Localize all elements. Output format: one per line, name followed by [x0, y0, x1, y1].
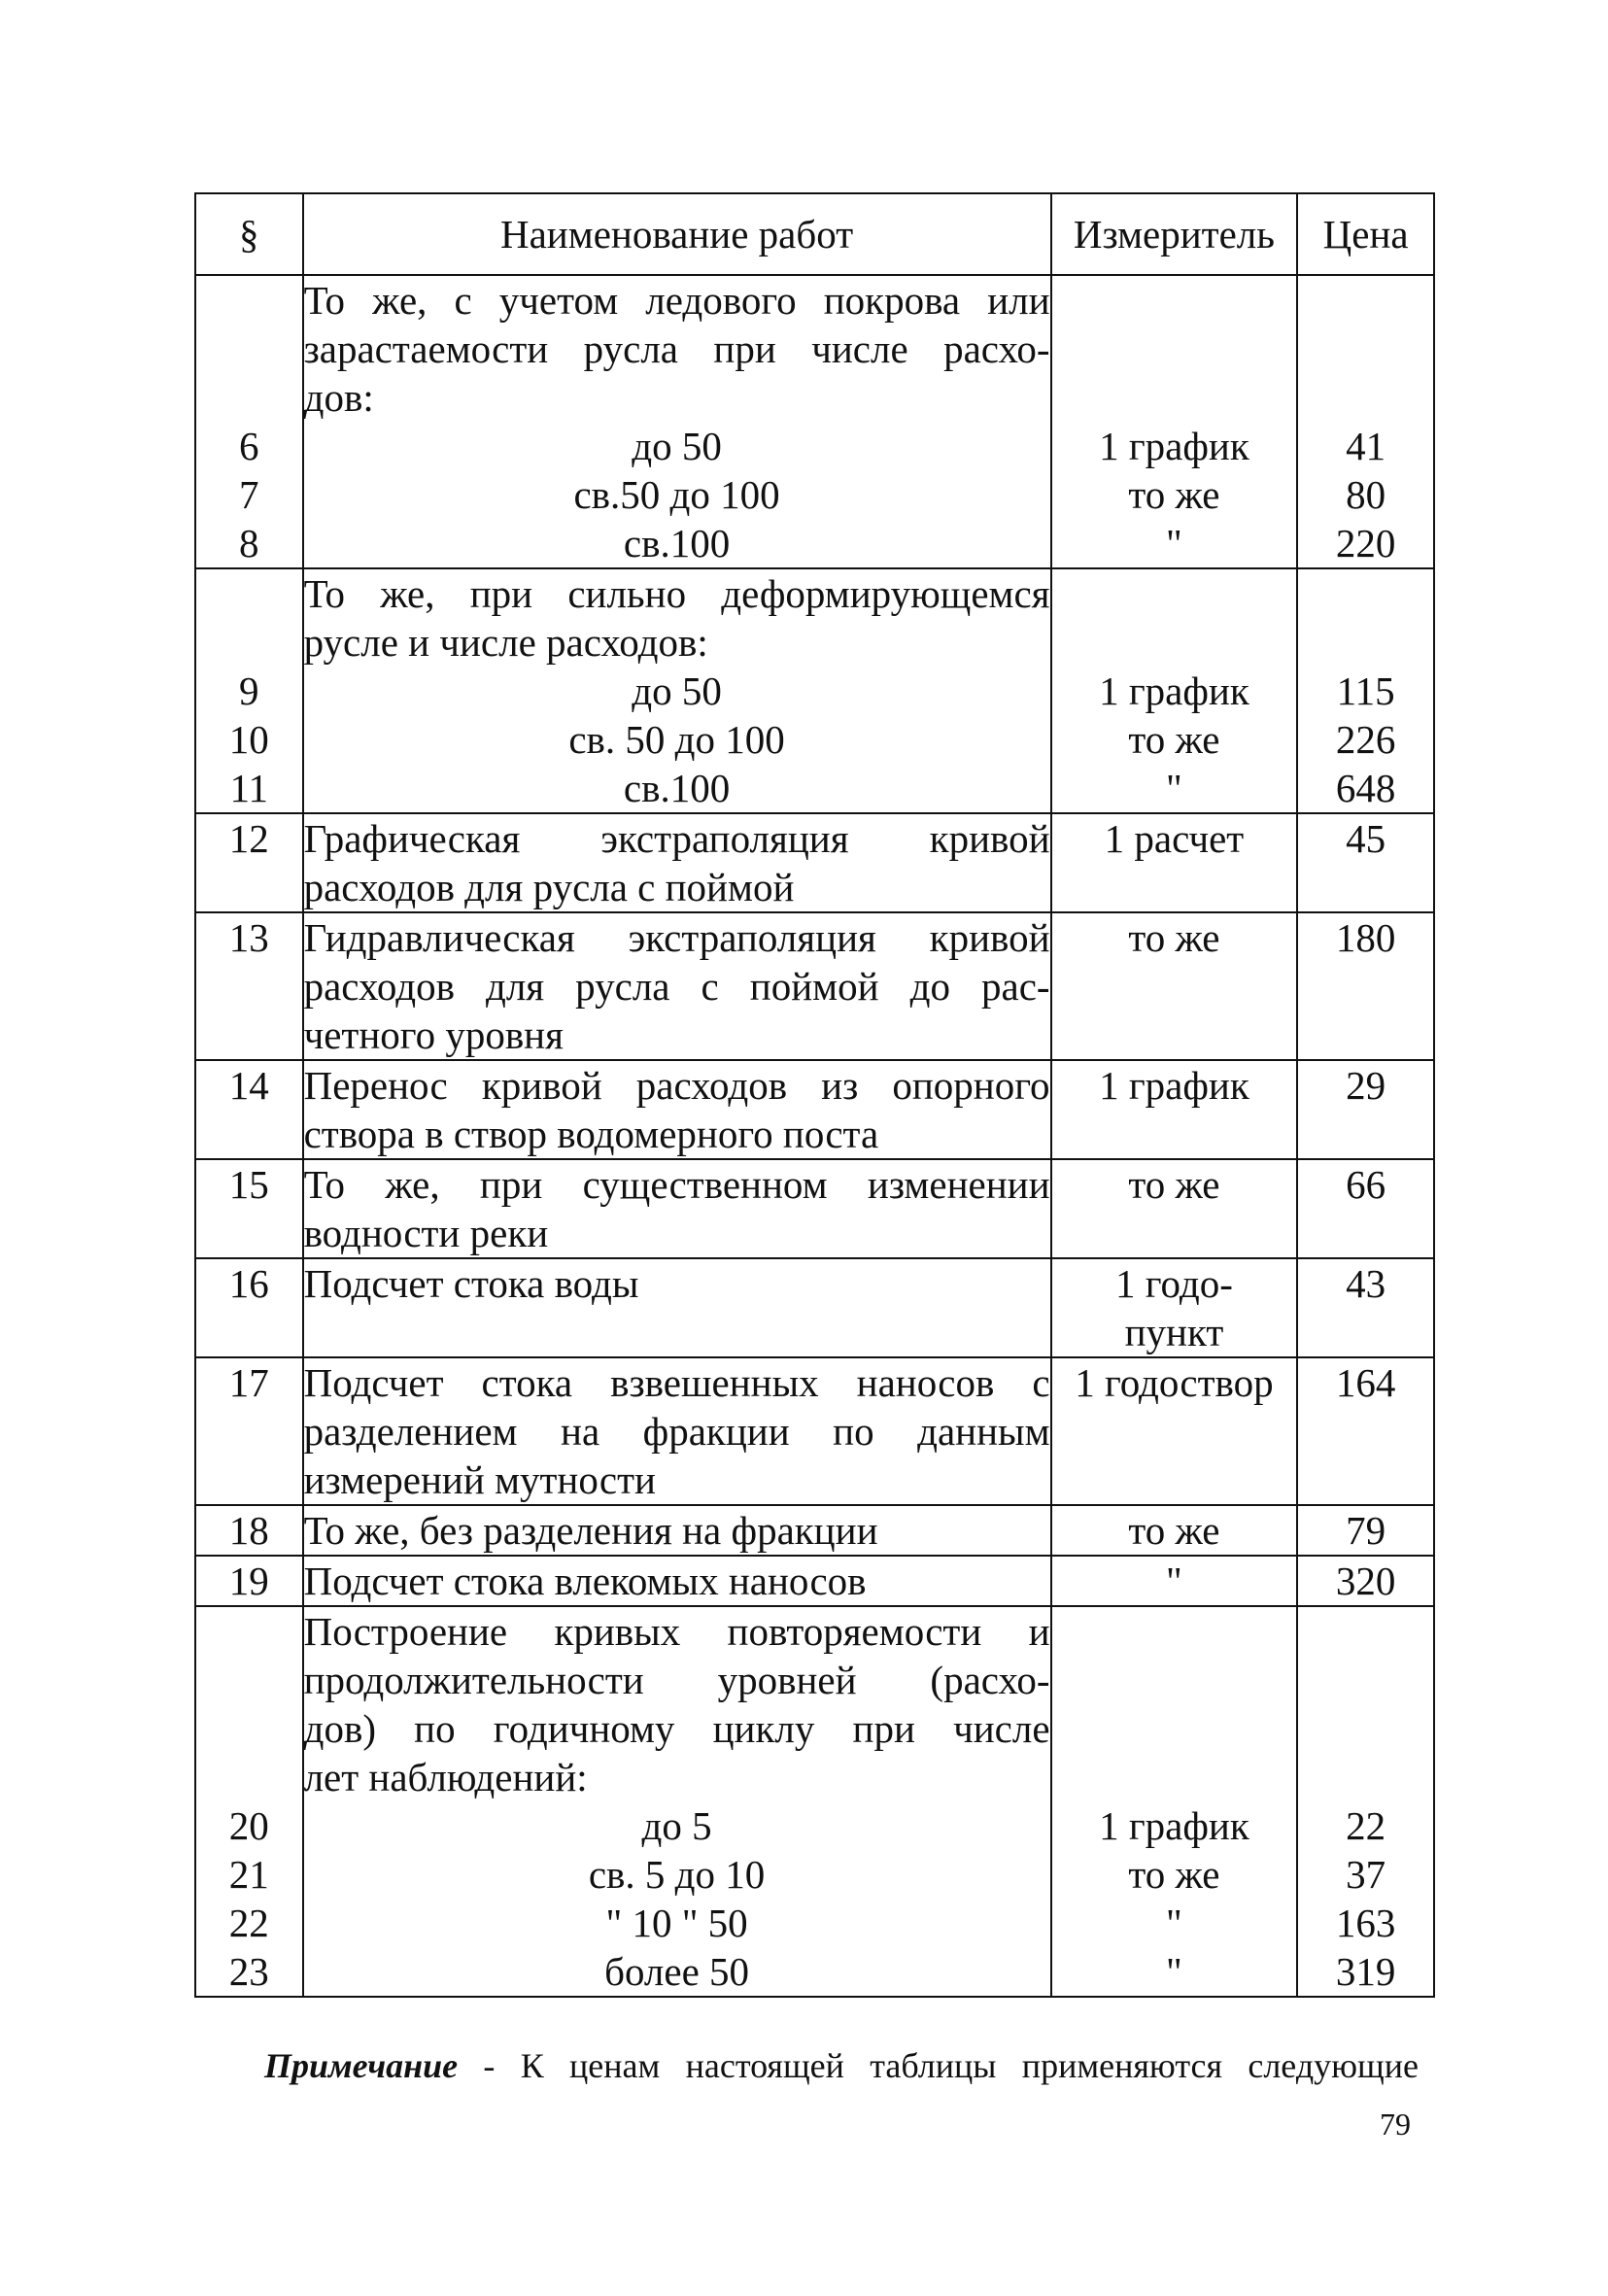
row-name: Подсчет стока взвешенных наносов с разделением на фракции по данным измерений мутности [303, 1357, 1051, 1505]
table-header-row [195, 193, 1434, 275]
row-price: 66 [1297, 1159, 1434, 1258]
row-name: до 5 [641, 1803, 712, 1848]
table-row [195, 813, 1434, 912]
footnote-text: - К ценам настоящей таблицы применяются следующие [458, 2046, 1419, 2085]
group-3-units [1051, 1606, 1298, 1997]
row-unit: 1 годо- пункт [1051, 1258, 1298, 1357]
row-number: 11 [229, 766, 269, 810]
row-number: 10 [228, 717, 269, 762]
row-number: 6 [239, 424, 259, 468]
group-title-line: дов) по годичному циклу при числе [303, 1706, 1050, 1751]
table-row-group-1 [195, 275, 1434, 568]
row-price: 320 [1297, 1556, 1434, 1606]
row-number: 17 [195, 1357, 303, 1505]
table-row-group-2 [195, 568, 1434, 813]
header-price: Цена [1297, 193, 1434, 275]
group-title-line: русле и числе расходов: [303, 620, 708, 665]
row-number: 15 [195, 1159, 303, 1258]
row-unit: " [1166, 1901, 1182, 1945]
group-1-prices [1297, 275, 1434, 568]
row-price: 43 [1297, 1258, 1434, 1357]
row-number: 20 [228, 1803, 269, 1848]
group-title-line: продолжительности уровней (расхо- [303, 1658, 1050, 1702]
row-price: 220 [1335, 521, 1396, 565]
group-3-numbers [195, 1606, 303, 1997]
row-price: 80 [1346, 472, 1386, 517]
group-1-units [1051, 275, 1298, 568]
row-unit: " [1166, 521, 1182, 565]
header-unit: Измеритель [1051, 193, 1298, 275]
row-unit: то же [1128, 1852, 1220, 1897]
row-number: 19 [195, 1556, 303, 1606]
row-number: 14 [195, 1060, 303, 1159]
row-unit: 1 годоствор [1051, 1357, 1298, 1505]
row-unit: то же [1051, 1159, 1298, 1258]
table-row [195, 1258, 1434, 1357]
row-number: 18 [195, 1505, 303, 1556]
footnote-label: Примечание [264, 2046, 459, 2085]
row-number: 7 [239, 472, 259, 517]
page-number: 79 [1380, 2107, 1411, 2142]
group-3-names [303, 1606, 1051, 1997]
row-number: 22 [228, 1901, 269, 1945]
row-price: 45 [1297, 813, 1434, 912]
group-2-names [303, 568, 1051, 813]
row-unit: 1 расчет [1051, 813, 1298, 912]
row-name: св.50 до 100 [573, 472, 780, 517]
row-name: Подсчет стока влекомых наносов [303, 1556, 1051, 1606]
row-price: 180 [1297, 912, 1434, 1060]
row-name: св.100 [623, 521, 731, 565]
group-title-line: зарастаемости русла при числе расхо- [303, 326, 1050, 371]
row-unit: 1 график [1099, 1803, 1249, 1848]
row-name: Гидравлическая экстраполяция кривой расходов для русла с поймой до рас- четного уровня [303, 912, 1051, 1060]
group-title-line: лет наблюдений: [303, 1755, 588, 1799]
header-work-name: Наименование работ [303, 193, 1051, 275]
row-price: 41 [1346, 424, 1386, 468]
table-row-group-3 [195, 1606, 1434, 1997]
group-3-prices [1297, 1606, 1434, 1997]
row-name: То же, без разделения на фракции [303, 1505, 1051, 1556]
group-title-line: То же, при сильно деформирующемся [303, 571, 1050, 616]
row-name: св.100 [623, 766, 731, 810]
row-unit: то же [1051, 1505, 1298, 1556]
row-number: 8 [239, 521, 259, 565]
row-name: " 10 " 50 [605, 1901, 748, 1945]
row-unit: " [1166, 1949, 1182, 1994]
table-row [195, 1060, 1434, 1159]
table-row [195, 912, 1434, 1060]
row-unit: то же [1128, 717, 1220, 762]
row-price: 37 [1346, 1852, 1386, 1897]
group-1-numbers [195, 275, 303, 568]
footnote [264, 2044, 1419, 2087]
row-number: 12 [195, 813, 303, 912]
row-name: до 50 [632, 424, 722, 468]
row-price: 22 [1346, 1803, 1386, 1848]
group-title-line: То же, с учетом ледового покрова или [303, 278, 1050, 323]
table-row [195, 1505, 1434, 1556]
group-title-line: дов: [303, 375, 374, 420]
row-number: 23 [228, 1949, 269, 1994]
table-row [195, 1357, 1434, 1505]
row-number: 13 [195, 912, 303, 1060]
row-name: св. 5 до 10 [588, 1852, 766, 1897]
row-unit: то же [1051, 912, 1298, 1060]
row-name: Графическая экстраполяция кривой расходов для русла с поймой [303, 813, 1051, 912]
row-name: Подсчет стока воды [303, 1258, 1051, 1357]
row-name: более 50 [604, 1949, 750, 1994]
group-title-line: Построение кривых повторяемости и [303, 1609, 1050, 1654]
group-2-numbers [195, 568, 303, 813]
table-row [195, 1159, 1434, 1258]
row-price: 115 [1336, 668, 1395, 713]
group-2-prices [1297, 568, 1434, 813]
row-unit: 1 график [1051, 1060, 1298, 1159]
row-number: 21 [228, 1852, 269, 1897]
row-price: 164 [1297, 1357, 1434, 1505]
group-1-names [303, 275, 1051, 568]
row-unit: 1 график [1099, 668, 1249, 713]
row-price: 163 [1335, 1901, 1396, 1945]
row-price: 29 [1297, 1060, 1434, 1159]
row-name: св. 50 до 100 [568, 717, 785, 762]
row-name: до 50 [632, 668, 722, 713]
row-unit: 1 график [1099, 424, 1249, 468]
row-price: 79 [1297, 1505, 1434, 1556]
row-unit: " [1166, 766, 1182, 810]
row-number: 9 [239, 668, 259, 713]
row-price: 648 [1335, 766, 1396, 810]
row-unit: " [1051, 1556, 1298, 1606]
row-number: 16 [195, 1258, 303, 1357]
group-2-units [1051, 568, 1298, 813]
header-section-sign: § [195, 193, 303, 275]
table-row [195, 1556, 1434, 1606]
row-price: 226 [1335, 717, 1396, 762]
row-name: Перенос кривой расходов из опорного створа в створ водомерного поста [303, 1060, 1051, 1159]
row-price: 319 [1335, 1949, 1396, 1994]
price-table [194, 192, 1435, 1998]
row-unit: то же [1128, 472, 1220, 517]
row-name: То же, при существенном изменении водности реки [303, 1159, 1051, 1258]
